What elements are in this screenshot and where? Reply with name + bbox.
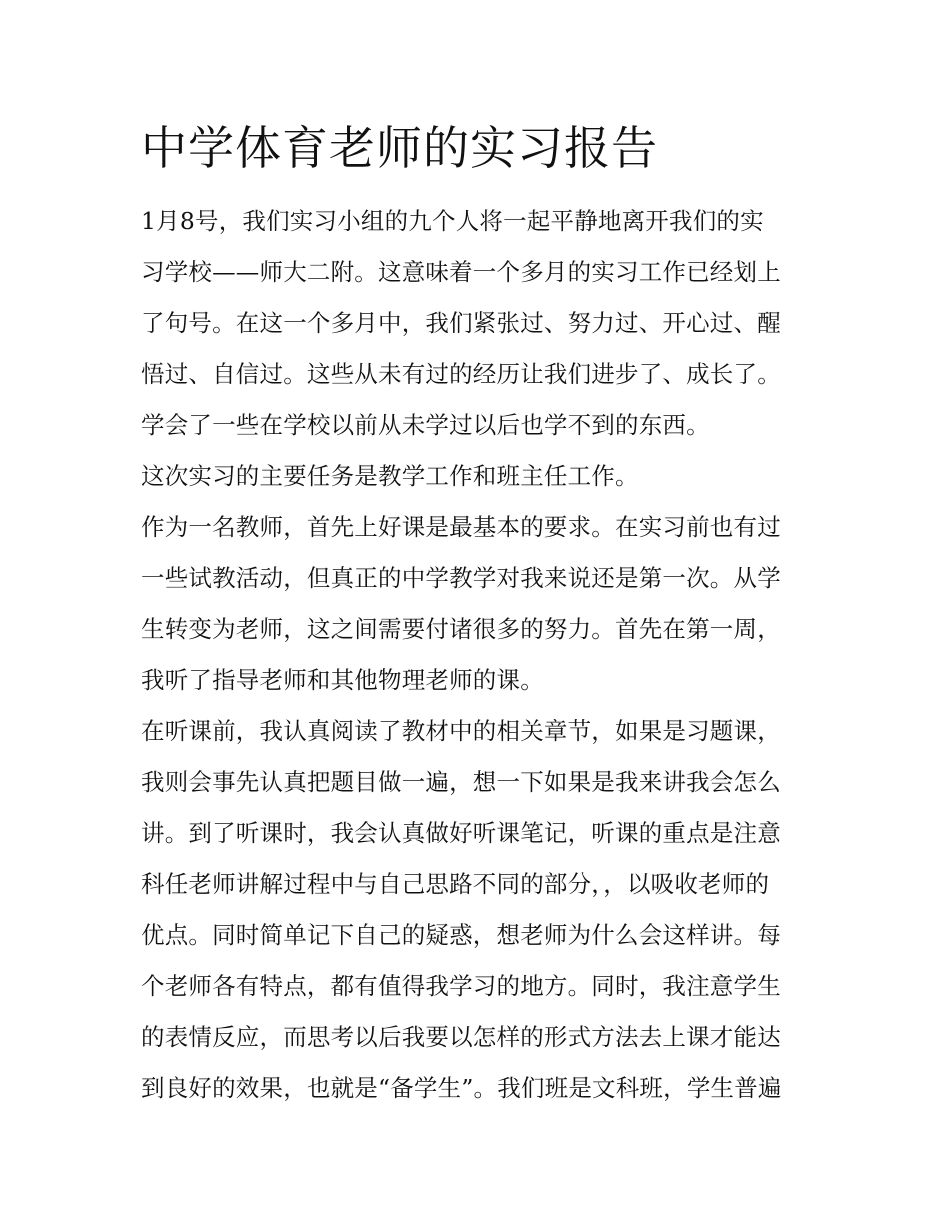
body-line: 我听了指导老师和其他物理老师的课。 — [141, 666, 544, 694]
body-line: 悟过、自信过。这些从未有过的经历让我们进步了、成长了。 — [141, 360, 781, 388]
body-line: 了句号。在这一个多月中，我们紧张过、努力过、开心过、醒 — [141, 309, 781, 337]
body-line: 我则会事先认真把题目做一遍，想一下如果是我来讲我会怎么 — [141, 768, 781, 796]
body-line: 的表情反应，而思考以后我要以怎样的形式方法去上课才能达 — [141, 1023, 781, 1051]
body-line: 1月8号，我们实习小组的九个人将一起平静地离开我们的实 — [141, 207, 764, 235]
body-line: 到良好的效果，也就是“备学生”。我们班是文科班，学生普遍 — [141, 1074, 782, 1102]
body-line: 一些试教活动，但真正的中学教学对我来说还是第一次。从学 — [141, 564, 781, 592]
body-line: 讲。到了听课时，我会认真做好听课笔记，听课的重点是注意 — [141, 819, 781, 847]
body-line: 科任老师讲解过程中与自己思路不同的部分，，以吸收老师的 — [141, 870, 770, 898]
body-line: 这次实习的主要任务是教学工作和班主任工作。 — [141, 462, 639, 490]
body-line: 个老师各有特点，都有值得我学习的地方。同时，我注意学生 — [141, 972, 781, 1000]
body-line: 作为一名教师，首先上好课是最基本的要求。在实习前也有过 — [141, 513, 781, 541]
document-title: 中学体育老师的实习报告 — [141, 121, 658, 175]
body-line: 优点。同时简单记下自己的疑惑，想老师为什么会这样讲。每 — [141, 921, 781, 949]
body-line: 习学校——师大二附。这意味着一个多月的实习工作已经划上 — [141, 258, 781, 286]
body-line: 学会了一些在学校以前从未学过以后也学不到的东西。 — [141, 411, 710, 439]
body-line: 在听课前，我认真阅读了教材中的相关章节，如果是习题课， — [141, 717, 781, 745]
body-line: 生转变为老师，这之间需要付诸很多的努力。首先在第一周， — [141, 615, 781, 643]
